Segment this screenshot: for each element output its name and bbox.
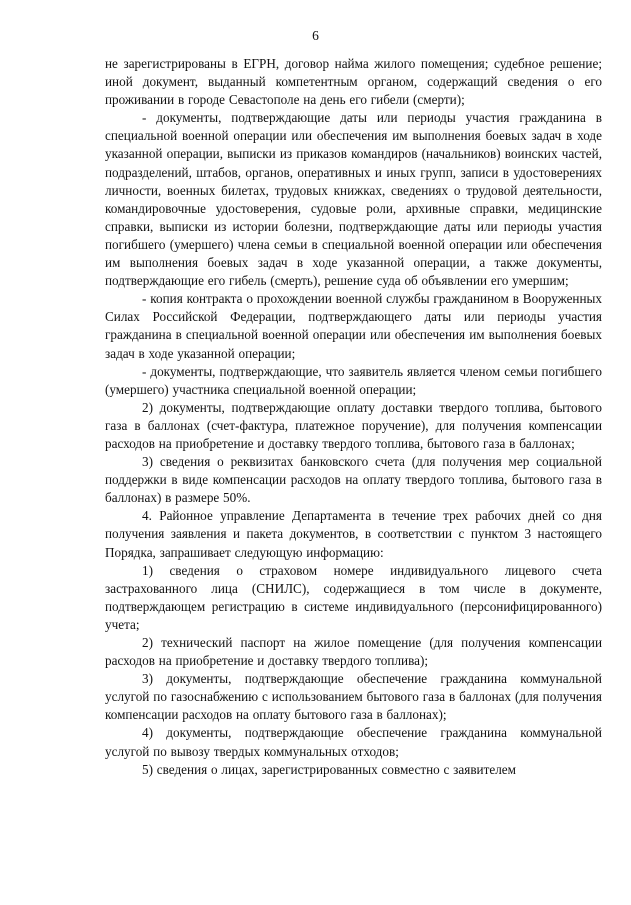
- paragraph: - документы, подтверждающие даты или периоды участия гражданина в специальной военной операции или обеспечения им выполнения боевых задач в ходе указанной операции, выписки из приказов командиров (начальников) воинских частей, подразделений, штабов, органов, оперативных и иных групп, записи в удостоверениях личности, военных билетах, трудовых книжках, сведениях о трудовой деятельности, командировочные удостоверения, судовые роли, архивные справки, медицинские справки, выписки из истории болезни, подтверждающие даты или периоды участия погибшего (умершего) члена семьи в специальной военной операции или обеспечения им выполнения боевых задач в ходе указанной операции, а также документы, подтверждающие его гибель (смерть), решение суда об объявлении его умершим;: [105, 110, 602, 289]
- paragraph: 1) сведения о страховом номере индивидуального лицевого счета застрахованного лица (СНИЛС), содержащиеся в том числе в документе, подтверждающем регистрацию в системе индивидуального (персонифицированного) учета;: [105, 562, 602, 632]
- paragraph: 3) документы, подтверждающие обеспечение гражданина коммунальной услугой по газоснабжению с использованием бытового газа в баллонах (для получения компенсации расходов на оплату бытового газа в баллонах);: [105, 671, 602, 723]
- document-body: [105, 55, 602, 779]
- paragraph: - документы, подтверждающие, что заявитель является членом семьи погибшего (умершего) участника специальной военной операции;: [105, 363, 602, 397]
- paragraph: 2) технический паспорт на жилое помещение (для получения компенсации расходов на приобретение и доставку твердого топлива);: [105, 635, 602, 669]
- paragraph: 4) документы, подтверждающие обеспечение гражданина коммунальной услугой по вывозу твердых коммунальных отходов;: [105, 725, 602, 759]
- page-number: 6: [312, 28, 319, 43]
- paragraph: 5) сведения о лицах, зарегистрированных совместно с заявителем: [142, 761, 516, 777]
- paragraph: не зарегистрированы в ЕГРН, договор найма жилого помещения; судебное решение; иной документ, выданный компетентным органом, содержащий сведения о его проживании в городе Севастополе на день его гибели (смерти);: [105, 56, 602, 108]
- paragraph: 2) документы, подтверждающие оплату доставки твердого топлива, бытового газа в баллонах (счет-фактура, платежное поручение), для получения компенсации расходов на приобретение и доставку твердого топлива, бытового газа в баллонах;: [105, 399, 602, 451]
- paragraph: - копия контракта о прохождении военной службы гражданином в Вооруженных Силах Российской Федерации, подтверждающего даты или периоды участия гражданина в специальной военной операции или обеспечения им выполнения боевых задач в ходе указанной операции;: [105, 291, 602, 361]
- paragraph: 3) сведения о реквизитах банковского счета (для получения мер социальной поддержки в виде компенсации расходов на оплату твердого топлива, бытового газа в баллонах) в размере 50%.: [105, 454, 602, 506]
- paragraph: 4. Районное управление Департамента в течение трех рабочих дней со дня получения заявления и пакета документов, в соответствии с пунктом 3 настоящего Порядка, запрашивает следующую информацию:: [105, 508, 602, 560]
